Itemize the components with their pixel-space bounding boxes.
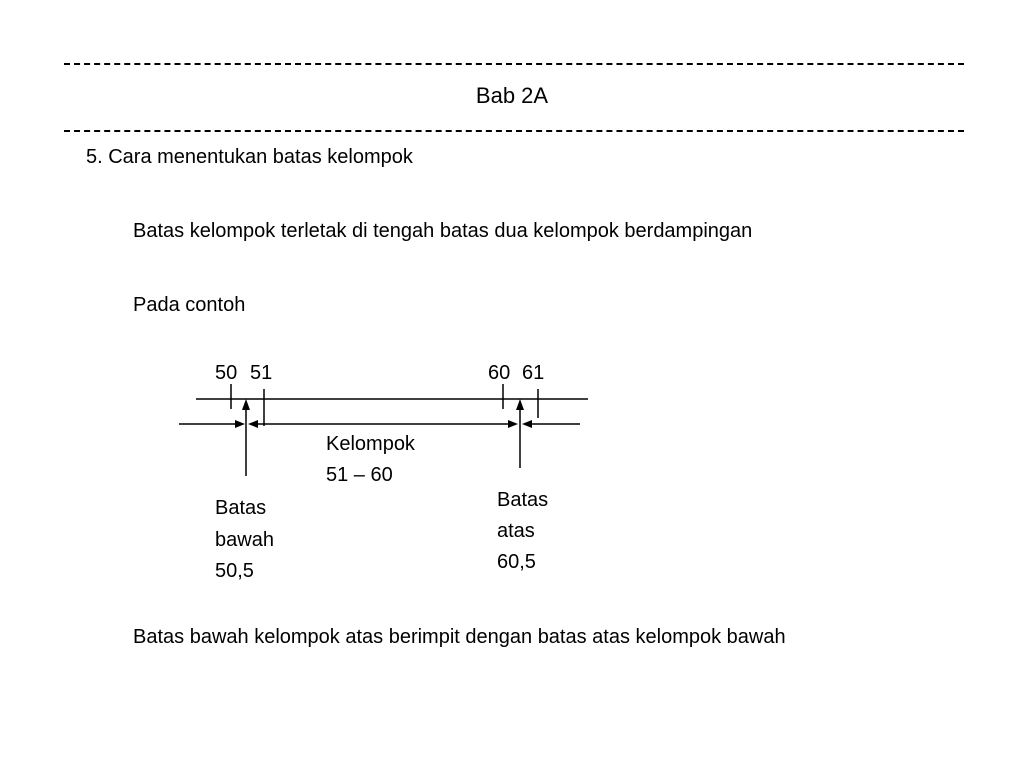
tick-label-60: 60 [488, 362, 511, 384]
upper-boundary-label-3: 60,5 [497, 551, 536, 573]
tick-label-61: 61 [522, 362, 545, 384]
lower-boundary-label-3: 50,5 [215, 560, 254, 582]
group-label-line-2: 51 – 60 [326, 464, 393, 486]
bottom-dashed-rule [64, 130, 964, 132]
lower-boundary-arrowhead [242, 399, 250, 410]
tick-label-50: 50 [215, 362, 238, 384]
lower-boundary-label-2: bawah [215, 529, 274, 551]
group-label-line-1: Kelompok [326, 433, 415, 455]
tick-label-51: 51 [250, 362, 273, 384]
group-span-left-arrowhead [248, 420, 258, 428]
paragraph-conclusion: Batas bawah kelompok atas berimpit dengan batas atas kelompok bawah [133, 626, 786, 648]
right-outer-arrowhead [522, 420, 532, 428]
section-heading: 5. Cara menentukan batas kelompok [86, 146, 413, 168]
upper-boundary-label-2: atas [497, 520, 535, 542]
paragraph-definition: Batas kelompok terletak di tengah batas dua kelompok berdampingan [133, 220, 753, 242]
left-outer-arrowhead [235, 420, 245, 428]
upper-boundary-label-1: Batas [497, 489, 549, 511]
group-span-right-arrowhead [508, 420, 518, 428]
page-title: Bab 2A [475, 83, 549, 108]
lower-boundary-label-1: Batas [215, 497, 267, 519]
paragraph-example-intro: Pada contoh [133, 294, 246, 316]
top-dashed-rule [64, 63, 964, 65]
upper-boundary-arrowhead [516, 399, 524, 410]
